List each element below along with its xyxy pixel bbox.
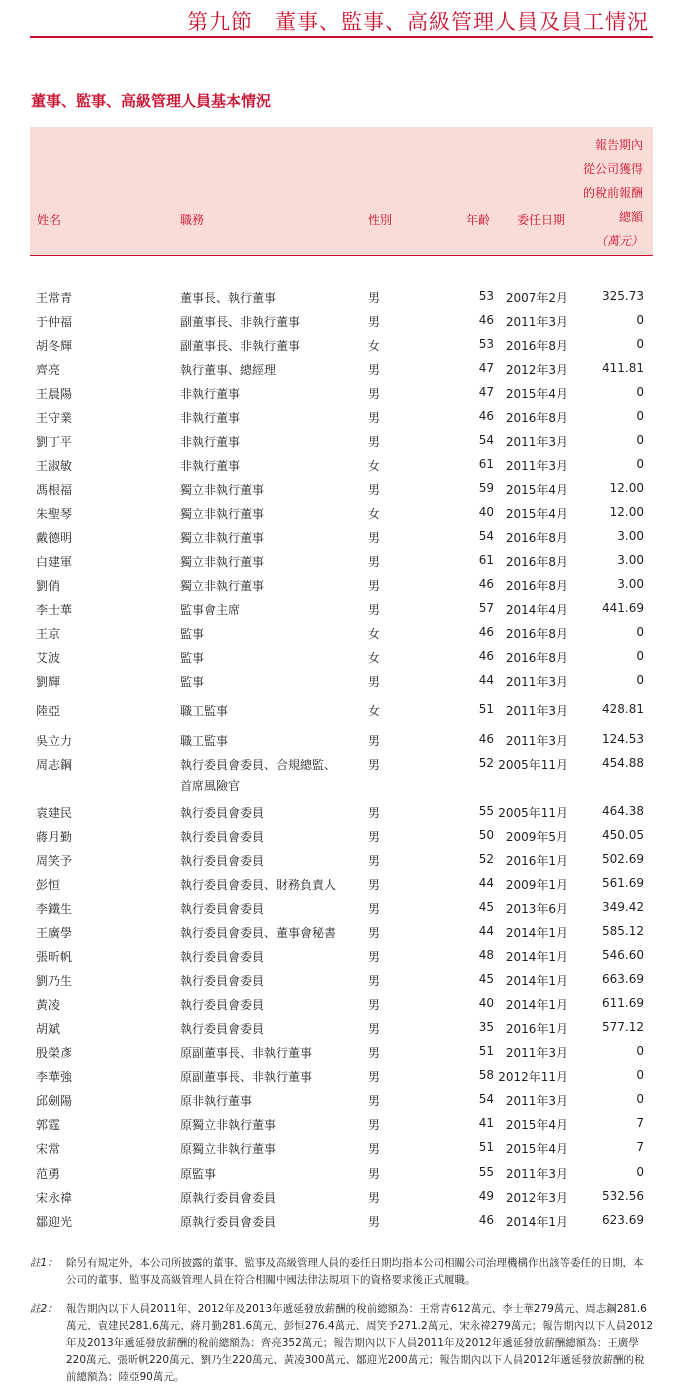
cell-pay: 3.00 bbox=[617, 529, 644, 543]
cell-date: 2012年11月 bbox=[498, 1070, 568, 1084]
cell-sex: 男 bbox=[368, 974, 381, 988]
cell-age: 40 bbox=[478, 505, 494, 519]
cell-date: 2011年3月 bbox=[505, 1094, 568, 1108]
cell-age: 51 bbox=[478, 702, 494, 716]
cell-sex: 男 bbox=[368, 603, 381, 617]
cell-position: 獨立非執行董事 bbox=[180, 555, 265, 569]
cell-pay: 124.53 bbox=[602, 732, 644, 746]
cell-pay: 464.38 bbox=[602, 804, 644, 818]
cell-pay: 349.42 bbox=[602, 900, 644, 914]
note-text: 報告期內以下人員2011年、2012年及2013年遞延發放薪酬的稅前總額為：王常青612萬元、李士華279萬元、周志鋼281.6萬元、袁建民281.6萬元、蔣月勤281.6萬元、彭恒276.4萬元、周笑予271.2萬元、宋永禕279萬元；報告期內以下人員2012年及2013年遞延發放薪酬的稅前總額為：齊亮352萬元；報告期內以下人員2011年及2012年遞延發放薪酬總額為：王廣學220萬元、張昕帆220萬元、劉乃生220萬元、黃凌300萬元、鄒迎光200萬元；報告期內以下人員2012年遞延發放薪酬的稅前總額為：陸亞90萬元。 bbox=[66, 1303, 653, 1383]
cell-age: 45 bbox=[478, 900, 494, 914]
cell-name: 王守業 bbox=[36, 411, 73, 425]
cell-age: 54 bbox=[478, 529, 494, 543]
cell-pay: 0 bbox=[636, 673, 644, 687]
cell-pay: 3.00 bbox=[617, 553, 644, 567]
cell-position: 執行委員會委員、董事會秘書 bbox=[180, 926, 337, 940]
cell-age: 46 bbox=[478, 649, 494, 663]
cell-position: 非執行董事 bbox=[180, 435, 241, 449]
cell-pay: 0 bbox=[636, 409, 644, 423]
cell-name: 王淑敏 bbox=[36, 459, 73, 473]
cell-date: 2016年1月 bbox=[505, 1022, 568, 1036]
cell-position: 獨立非執行董事 bbox=[180, 531, 265, 545]
cell-pay: 532.56 bbox=[602, 1189, 644, 1203]
cell-pay: 663.69 bbox=[602, 972, 644, 986]
col-age: 年齡 bbox=[466, 213, 491, 227]
cell-date: 2015年4月 bbox=[505, 1118, 568, 1132]
cell-name: 王常青 bbox=[36, 291, 73, 305]
cell-sex: 女 bbox=[368, 459, 381, 473]
cell-age: 58 bbox=[478, 1068, 494, 1082]
cell-pay: 585.12 bbox=[602, 924, 644, 938]
cell-pay: 0 bbox=[636, 313, 644, 327]
cell-sex: 男 bbox=[368, 483, 381, 497]
cell-position: 執行委員會委員 bbox=[180, 1022, 265, 1036]
cell-pay: 12.00 bbox=[609, 481, 644, 495]
cell-age: 54 bbox=[478, 1092, 494, 1106]
cell-name: 劉俏 bbox=[36, 579, 61, 593]
cell-age: 46 bbox=[478, 313, 494, 327]
cell-age: 54 bbox=[478, 433, 494, 447]
cell-sex: 男 bbox=[368, 950, 381, 964]
cell-name: 郭霆 bbox=[36, 1118, 61, 1132]
cell-name: 齊亮 bbox=[36, 363, 61, 377]
cell-date: 2007年2月 bbox=[505, 291, 568, 305]
cell-sex: 男 bbox=[368, 1191, 381, 1205]
cell-name: 白建軍 bbox=[36, 555, 73, 569]
cell-date: 2014年1月 bbox=[505, 1215, 568, 1229]
col-date: 委任日期 bbox=[517, 213, 566, 227]
cell-position: 監事 bbox=[180, 627, 205, 641]
cell-name: 蔣月勤 bbox=[36, 830, 73, 844]
cell-date: 2014年1月 bbox=[505, 998, 568, 1012]
cell-pay: 0 bbox=[636, 1165, 644, 1179]
cell-position: 非執行董事 bbox=[180, 459, 241, 473]
cell-name: 張昕帆 bbox=[36, 950, 73, 964]
cell-age: 50 bbox=[478, 828, 494, 842]
cell-date: 2005年11月 bbox=[498, 806, 568, 820]
cell-date: 2016年8月 bbox=[505, 411, 568, 425]
cell-position: 執行委員會委員 bbox=[180, 854, 265, 868]
cell-position: 非執行董事 bbox=[180, 411, 241, 425]
cell-sex: 男 bbox=[368, 1094, 381, 1108]
cell-date: 2009年5月 bbox=[505, 830, 568, 844]
cell-age: 44 bbox=[478, 876, 494, 890]
cell-sex: 男 bbox=[368, 1167, 381, 1181]
cell-pay: 623.69 bbox=[602, 1213, 644, 1227]
cell-position: 執行董事、總經理 bbox=[180, 363, 277, 377]
cell-age: 47 bbox=[478, 385, 494, 399]
cell-sex: 男 bbox=[368, 363, 381, 377]
cell-name: 李華強 bbox=[36, 1070, 73, 1084]
cell-sex: 男 bbox=[368, 1046, 381, 1060]
cell-pay: 546.60 bbox=[602, 948, 644, 962]
cell-pay: 12.00 bbox=[609, 505, 644, 519]
cell-sex: 男 bbox=[368, 1118, 381, 1132]
cell-pay: 0 bbox=[636, 457, 644, 471]
cell-date: 2014年4月 bbox=[505, 603, 568, 617]
cell-age: 55 bbox=[478, 1165, 494, 1179]
cell-sex: 男 bbox=[368, 315, 381, 329]
cell-sex: 男 bbox=[368, 411, 381, 425]
cell-date: 2011年3月 bbox=[505, 315, 568, 329]
cell-sex: 男 bbox=[368, 902, 381, 916]
cell-sex: 男 bbox=[368, 291, 381, 305]
cell-sex: 男 bbox=[368, 878, 381, 892]
cell-name: 艾波 bbox=[36, 651, 61, 665]
cell-sex: 男 bbox=[368, 1215, 381, 1229]
col-pay-line: 總額 bbox=[618, 210, 643, 224]
cell-pay: 561.69 bbox=[602, 876, 644, 890]
cell-pay: 325.73 bbox=[602, 289, 644, 303]
cell-name: 馮根福 bbox=[36, 483, 73, 497]
cell-name: 胡斌 bbox=[36, 1022, 61, 1036]
cell-sex: 女 bbox=[368, 704, 381, 718]
cell-position: 獨立非執行董事 bbox=[180, 483, 265, 497]
cell-age: 47 bbox=[478, 361, 494, 375]
cell-pay: 502.69 bbox=[602, 852, 644, 866]
col-sex: 性別 bbox=[368, 213, 393, 227]
cell-pay: 7 bbox=[636, 1140, 644, 1154]
cell-sex: 男 bbox=[368, 555, 381, 569]
cell-name: 周笑予 bbox=[36, 854, 73, 868]
cell-name: 范勇 bbox=[36, 1167, 61, 1181]
cell-name: 朱聖琴 bbox=[36, 507, 73, 521]
cell-position: 原獨立非執行董事 bbox=[180, 1142, 277, 1156]
cell-name: 周志鋼 bbox=[36, 758, 73, 772]
cell-date: 2016年8月 bbox=[505, 555, 568, 569]
cell-position-cont: 首席風險官 bbox=[180, 779, 241, 793]
header-rule bbox=[30, 36, 653, 38]
section-title: 董事、監事、高級管理人員基本情況 bbox=[31, 92, 272, 110]
cell-sex: 男 bbox=[368, 1070, 381, 1084]
cell-age: 51 bbox=[478, 1044, 494, 1058]
cell-sex: 男 bbox=[368, 435, 381, 449]
cell-position: 執行委員會委員 bbox=[180, 902, 265, 916]
cell-sex: 男 bbox=[368, 830, 381, 844]
cell-date: 2016年8月 bbox=[505, 531, 568, 545]
cell-age: 46 bbox=[478, 577, 494, 591]
cell-position: 獨立非執行董事 bbox=[180, 507, 265, 521]
cell-date: 2015年4月 bbox=[505, 1142, 568, 1156]
cell-date: 2016年8月 bbox=[505, 579, 568, 593]
cell-sex: 男 bbox=[368, 675, 381, 689]
cell-pay: 441.69 bbox=[602, 601, 644, 615]
cell-position: 原執行委員會委員 bbox=[180, 1215, 277, 1229]
cell-name: 王廣學 bbox=[36, 926, 73, 940]
cell-age: 53 bbox=[478, 289, 494, 303]
cell-age: 57 bbox=[478, 601, 494, 615]
cell-position: 執行委員會委員 bbox=[180, 950, 265, 964]
cell-sex: 男 bbox=[368, 579, 381, 593]
cell-pay: 450.05 bbox=[602, 828, 644, 842]
cell-sex: 男 bbox=[368, 758, 381, 772]
cell-date: 2005年11月 bbox=[498, 758, 568, 772]
cell-position: 監事會主席 bbox=[180, 603, 241, 617]
cell-pay: 0 bbox=[636, 625, 644, 639]
cell-position: 執行委員會委員、財務負責人 bbox=[180, 878, 337, 892]
cell-position: 職工監事 bbox=[180, 704, 229, 718]
cell-age: 44 bbox=[478, 924, 494, 938]
cell-name: 劉乃生 bbox=[36, 974, 73, 988]
cell-name: 李士華 bbox=[36, 603, 73, 617]
cell-name: 劉輝 bbox=[36, 675, 61, 689]
cell-name: 殷榮彥 bbox=[36, 1046, 73, 1060]
cell-sex: 女 bbox=[368, 651, 381, 665]
col-position: 職務 bbox=[180, 213, 205, 227]
cell-name: 于仲福 bbox=[36, 315, 73, 329]
col-pay-line: 從公司獲得 bbox=[582, 162, 643, 176]
note-label: 註1： bbox=[30, 1257, 58, 1269]
cell-date: 2011年3月 bbox=[505, 675, 568, 689]
cell-position: 執行委員會委員 bbox=[180, 806, 265, 820]
cell-age: 55 bbox=[478, 804, 494, 818]
cell-date: 2014年1月 bbox=[505, 974, 568, 988]
cell-date: 2011年3月 bbox=[505, 704, 568, 718]
cell-name: 彭恒 bbox=[36, 878, 61, 892]
cell-date: 2014年1月 bbox=[505, 926, 568, 940]
cell-position: 原副董事長、非執行董事 bbox=[180, 1070, 313, 1084]
cell-pay: 0 bbox=[636, 337, 644, 351]
chapter-title: 第九節 董事、監事、高級管理人員及員工情況 bbox=[187, 10, 649, 34]
cell-position: 監事 bbox=[180, 651, 205, 665]
col-pay-unit: （萬元） bbox=[594, 234, 643, 248]
cell-pay: 577.12 bbox=[602, 1020, 644, 1034]
cell-sex: 男 bbox=[368, 998, 381, 1012]
cell-sex: 女 bbox=[368, 627, 381, 641]
cell-date: 2015年4月 bbox=[505, 507, 568, 521]
cell-date: 2012年3月 bbox=[505, 363, 568, 377]
cell-position: 監事 bbox=[180, 675, 205, 689]
cell-date: 2016年8月 bbox=[505, 339, 568, 353]
cell-age: 46 bbox=[478, 409, 494, 423]
cell-sex: 男 bbox=[368, 806, 381, 820]
cell-pay: 0 bbox=[636, 385, 644, 399]
cell-position: 原獨立非執行董事 bbox=[180, 1118, 277, 1132]
cell-age: 35 bbox=[478, 1020, 494, 1034]
cell-date: 2012年3月 bbox=[505, 1191, 568, 1205]
cell-pay: 411.81 bbox=[602, 361, 644, 375]
cell-pay: 7 bbox=[636, 1116, 644, 1130]
cell-position: 董事長、執行董事 bbox=[180, 291, 277, 305]
cell-date: 2013年6月 bbox=[505, 902, 568, 916]
cell-sex: 男 bbox=[368, 734, 381, 748]
cell-name: 袁建民 bbox=[36, 806, 73, 820]
cell-name: 李鐵生 bbox=[36, 902, 73, 916]
cell-age: 48 bbox=[478, 948, 494, 962]
cell-age: 44 bbox=[478, 673, 494, 687]
cell-sex: 女 bbox=[368, 339, 381, 353]
cell-pay: 611.69 bbox=[602, 996, 644, 1010]
cell-position: 非執行董事 bbox=[180, 387, 241, 401]
cell-age: 41 bbox=[478, 1116, 494, 1130]
cell-age: 40 bbox=[478, 996, 494, 1010]
cell-age: 45 bbox=[478, 972, 494, 986]
cell-sex: 男 bbox=[368, 1142, 381, 1156]
cell-age: 46 bbox=[478, 732, 494, 746]
cell-age: 46 bbox=[478, 1213, 494, 1227]
cell-position: 執行委員會委員、合規總監、 bbox=[180, 758, 337, 772]
cell-position: 獨立非執行董事 bbox=[180, 579, 265, 593]
cell-date: 2011年3月 bbox=[505, 435, 568, 449]
cell-position: 副董事長、非執行董事 bbox=[180, 315, 301, 329]
cell-position: 副董事長、非執行董事 bbox=[180, 339, 301, 353]
cell-position: 執行委員會委員 bbox=[180, 974, 265, 988]
cell-age: 52 bbox=[478, 756, 494, 770]
cell-age: 51 bbox=[478, 1140, 494, 1154]
col-pay bbox=[583, 133, 643, 253]
cell-age: 46 bbox=[478, 625, 494, 639]
cell-name: 胡冬輝 bbox=[36, 339, 73, 353]
note-label: 註2： bbox=[30, 1303, 58, 1315]
col-pay-line: 報告期內 bbox=[594, 138, 643, 152]
cell-date: 2016年8月 bbox=[505, 627, 568, 641]
cell-date: 2015年4月 bbox=[505, 387, 568, 401]
cell-pay: 454.88 bbox=[602, 756, 644, 770]
cell-date: 2011年3月 bbox=[505, 734, 568, 748]
cell-name: 鄒迎光 bbox=[36, 1215, 73, 1229]
cell-name: 王晨陽 bbox=[36, 387, 73, 401]
cell-date: 2011年3月 bbox=[505, 459, 568, 473]
cell-pay: 428.81 bbox=[602, 702, 644, 716]
cell-date: 2009年1月 bbox=[505, 878, 568, 892]
cell-position: 原監事 bbox=[180, 1167, 217, 1181]
cell-date: 2016年8月 bbox=[505, 651, 568, 665]
cell-name: 吳立力 bbox=[36, 734, 73, 748]
cell-age: 59 bbox=[478, 481, 494, 495]
cell-age: 53 bbox=[478, 337, 494, 351]
col-name: 姓名 bbox=[37, 213, 62, 227]
cell-sex: 男 bbox=[368, 1022, 381, 1036]
cell-position: 原非執行董事 bbox=[180, 1094, 253, 1108]
cell-date: 2014年1月 bbox=[505, 950, 568, 964]
cell-age: 61 bbox=[478, 553, 494, 567]
cell-position: 職工監事 bbox=[180, 734, 229, 748]
cell-date: 2011年3月 bbox=[505, 1167, 568, 1181]
cell-age: 49 bbox=[478, 1189, 494, 1203]
cell-sex: 男 bbox=[368, 387, 381, 401]
table-header bbox=[30, 127, 653, 256]
cell-position: 原副董事長、非執行董事 bbox=[180, 1046, 313, 1060]
cell-pay: 0 bbox=[636, 1068, 644, 1082]
cell-name: 王京 bbox=[36, 627, 61, 641]
cell-sex: 女 bbox=[368, 507, 381, 521]
cell-name: 宋永禕 bbox=[36, 1191, 73, 1205]
cell-name: 戴德明 bbox=[36, 531, 73, 545]
cell-pay: 0 bbox=[636, 649, 644, 663]
cell-name: 劉丁平 bbox=[36, 435, 73, 449]
cell-age: 61 bbox=[478, 457, 494, 471]
cell-pay: 0 bbox=[636, 1092, 644, 1106]
cell-pay: 0 bbox=[636, 433, 644, 447]
cell-name: 邱劍陽 bbox=[36, 1094, 73, 1108]
cell-date: 2015年4月 bbox=[505, 483, 568, 497]
cell-position: 原執行委員會委員 bbox=[180, 1191, 277, 1205]
cell-pay: 3.00 bbox=[617, 577, 644, 591]
cell-name: 宋常 bbox=[36, 1142, 61, 1156]
cell-position: 執行委員會委員 bbox=[180, 830, 265, 844]
cell-position: 執行委員會委員 bbox=[180, 998, 265, 1012]
cell-sex: 男 bbox=[368, 926, 381, 940]
note-text: 除另有規定外，本公司所披露的董事、監事及高級管理人員的委任日期均指本公司相關公司治理機構作出該等委任的日期，本公司的董事、監事及高級管理人員在符合相關中國法律法規項下的資格要求後正式履職。 bbox=[66, 1257, 644, 1286]
cell-date: 2011年3月 bbox=[505, 1046, 568, 1060]
cell-name: 黃凌 bbox=[36, 998, 61, 1012]
cell-date: 2016年1月 bbox=[505, 854, 568, 868]
cell-sex: 男 bbox=[368, 854, 381, 868]
cell-name: 陸亞 bbox=[36, 704, 61, 718]
cell-pay: 0 bbox=[636, 1044, 644, 1058]
cell-sex: 男 bbox=[368, 531, 381, 545]
cell-age: 52 bbox=[478, 852, 494, 866]
col-pay-line: 的稅前報酬 bbox=[582, 186, 643, 200]
